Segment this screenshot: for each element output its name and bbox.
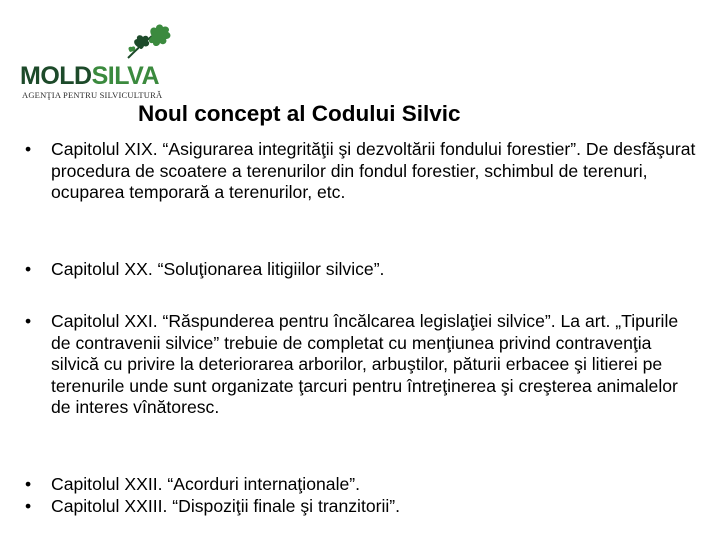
bullet-marker: •: [25, 259, 32, 279]
bullet-item-4: [25, 474, 705, 496]
bullet-marker: •: [25, 311, 32, 331]
bullet-item-5: [25, 496, 705, 518]
bullet-text: Capitolul XXI. “Răspunderea pentru încălcarea legislaţiei silvice”. La art. „Tipurile de contravenii silvice” trebuie de completat cu menţiunea privind contravenţia silvică cu privire la deteriorarea arborilor, arbuştilor, păturii erbacee şi litierei pe terenurile unde sunt organizate ţarcuri pentru întreţinerea şi creşterea animalelor de interes vînătoresc.: [51, 311, 679, 417]
oak-leaf-icon: [122, 22, 174, 60]
bullet-text: Capitolul XX. “Soluţionarea litigiilor silvice”.: [51, 259, 385, 279]
bullet-text: Capitolul XXIII. “Dispoziţii finale şi tranzitorii”.: [51, 496, 401, 516]
bullet-marker: •: [25, 474, 32, 494]
bullet-marker: •: [25, 139, 32, 159]
bullet-item-1: [25, 139, 705, 204]
slide-title: Noul concept al Codului Silvic: [138, 101, 461, 126]
moldsilva-logo: [18, 22, 178, 100]
logo-name-part1: MOLD: [20, 62, 92, 90]
logo-name-part2: SILVA: [91, 62, 160, 90]
bullet-text: Capitolul XIX. “Asigurarea integrităţii şi dezvoltării fondului forestier”. De desfăşurat procedura de scoatere a terenurilor din fondul forestier, schimbul de terenuri, ocuparea temporară a terenurilor, etc.: [51, 139, 696, 202]
bullet-item-3: [25, 311, 705, 419]
bullet-marker: •: [25, 496, 32, 516]
bullet-item-2: [25, 259, 705, 281]
bullet-text: Capitolul XXII. “Acorduri internaţionale”.: [51, 474, 361, 494]
logo-subtitle: AGENŢIA PENTRU SILVICULTURĂ: [22, 90, 163, 100]
logo-wordmark: [20, 62, 159, 90]
